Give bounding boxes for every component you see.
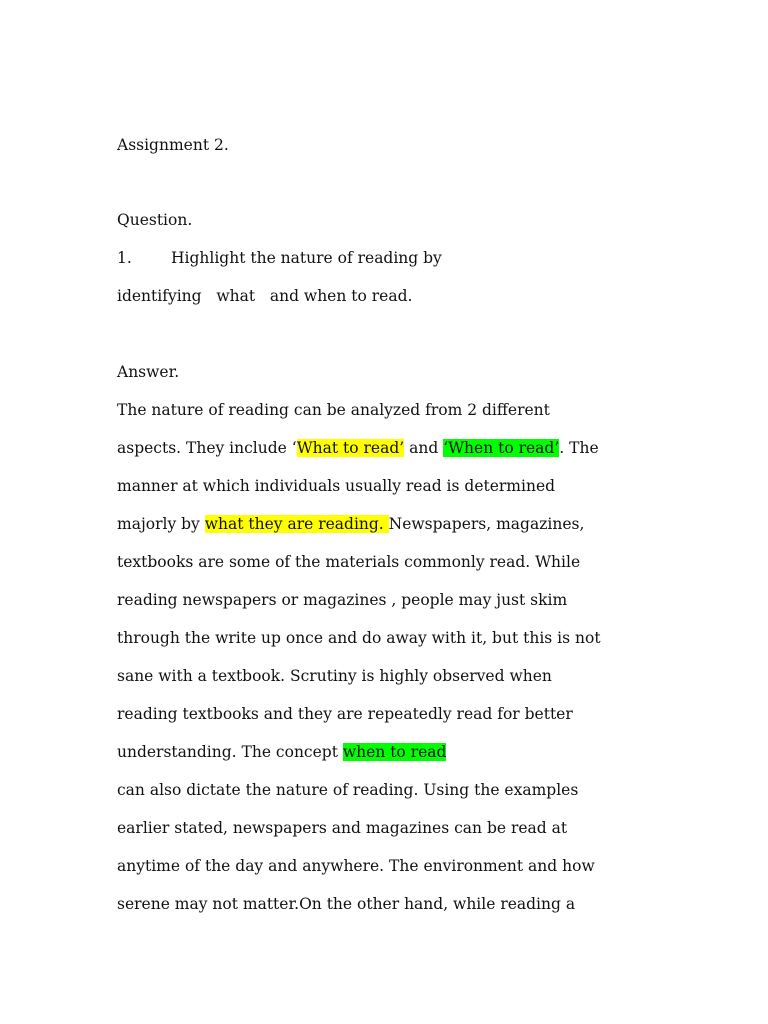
answer-line-9: reading textbooks and they are repeatedly read for better bbox=[117, 705, 573, 723]
answer-line-12: earlier stated, newspapers and magazines can be read at bbox=[117, 819, 568, 837]
answer-line-5: textbooks are some of the materials commonly read. While bbox=[117, 553, 581, 571]
answer-text: aspects. They include ‘ bbox=[117, 439, 297, 457]
highlight-what-they-are-reading: what they are reading. bbox=[204, 515, 389, 533]
answer-text: and bbox=[404, 439, 444, 457]
answer-text: . The bbox=[559, 439, 599, 457]
assignment-title: Assignment 2. bbox=[117, 136, 229, 154]
question-heading: Question. bbox=[117, 211, 193, 229]
highlight-when-to-read-2: when to read bbox=[342, 743, 447, 761]
answer-line-8: sane with a textbook. Scrutiny is highly observed when bbox=[117, 667, 552, 685]
question-text-1: Highlight the nature of reading by bbox=[171, 249, 442, 267]
answer-line-2 bbox=[117, 437, 599, 459]
highlight-when-to-read: ‘When to read’ bbox=[443, 439, 560, 457]
question-number: 1. bbox=[117, 249, 132, 267]
answer-heading: Answer. bbox=[117, 363, 180, 381]
answer-line-11: can also dictate the nature of reading. Using the examples bbox=[117, 781, 579, 799]
question-line-2: identifying what and when to read. bbox=[117, 287, 413, 305]
answer-line-6: reading newspapers or magazines , people may just skim bbox=[117, 591, 568, 609]
answer-line-10 bbox=[117, 741, 446, 763]
question-line-1 bbox=[117, 247, 442, 269]
answer-line-4 bbox=[117, 513, 584, 535]
answer-line-14: serene may not matter.On the other hand, while reading a bbox=[117, 895, 576, 913]
highlight-what-to-read: What to read’ bbox=[296, 439, 405, 457]
answer-text: understanding. The concept bbox=[117, 743, 343, 761]
answer-line-7: through the write up once and do away with it, but this is not bbox=[117, 629, 601, 647]
answer-line-13: anytime of the day and anywhere. The environment and how bbox=[117, 857, 595, 875]
answer-text: Newspapers, magazines, bbox=[388, 515, 585, 533]
answer-line-1: The nature of reading can be analyzed from 2 different bbox=[117, 401, 550, 419]
answer-text: majorly by bbox=[117, 515, 205, 533]
answer-line-3: manner at which individuals usually read is determined bbox=[117, 477, 556, 495]
